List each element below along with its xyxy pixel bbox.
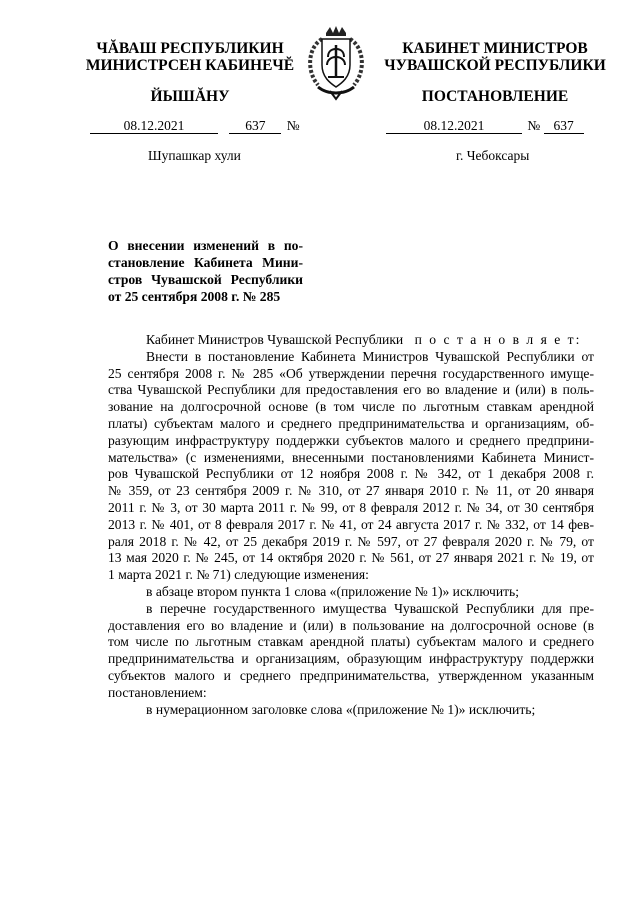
right-header-line1: КАБИНЕТ МИНИСТРОВ [402,40,588,57]
decree-subject: Кабинет Министров Чувашской Республики [146,332,404,347]
left-header-line1: ЧĂВАШ РЕСПУБЛИКИН [96,40,284,57]
body-line: в абзаце втором пункта 1 слова «(приложение № 1)» исключить; [146,583,520,599]
body-line: раля 2018 г. № 42, от 25 декабря 2019 г. № 597, от 27 февраля 2020 г. № 79, от [108,533,594,549]
body-line: 2011 г. № 3, от 30 марта 2011 г. № 99, от 8 февраля 2012 г. № 34, от 30 сентября [108,499,594,515]
body-line: 25 сентября 2008 г. № 285 «Об утверждении перечня государственного имуще- [108,365,594,381]
body-line: субъектов малого и среднего предпринимательства, утвержденном указанным [108,667,594,683]
document-title [108,237,303,305]
body-line: 1 марта 2021 г. № 71) следующие изменения: [108,567,369,583]
title-line: от 25 сентября 2008 г. № 285 [108,289,281,304]
body-line: 13 мая 2020 г. № 245, от 14 октября 2020 г. № 561, от 27 января 2021 г. № 19, от [108,550,594,566]
body-line: том числе по льготным ставкам арендной платы) субъектам малого и среднего [108,634,594,650]
document-body [108,332,594,718]
body-line: доставления его во владение и (или) в пользование на долгосрочной основе (в [108,617,594,633]
body-line: в нумерационном заголовке слова «(приложение № 1)» исключить; [146,701,536,717]
body-line: ства Чувашской Республики для предоставления его во владение и (или) в поль- [108,382,594,398]
body-line: предпринимательства и организациям, образующим инфраструктуру поддержки [108,651,594,667]
body-line: платы) субъектам малого и среднего предпринимательства и организациям, об- [108,415,594,431]
left-doc-type: ЙЫШĂНУ [150,88,230,105]
left-city: Шупашкар хули [148,148,241,163]
body-line: зование на долгосрочной основе (в том числе по льготным ставкам арендной [108,399,594,415]
left-header [80,40,300,74]
left-number: 637 [229,118,281,134]
body-line: № 359, от 23 сентября 2009 г. № 310, от 27 января 2010 г. № 11, от 20 января [108,483,594,499]
title-line: О внесении изменений в по- [108,238,303,253]
body-line: мательства» (с изменениями, внесенными постановлениями Кабинета Минист- [108,449,594,465]
coat-of-arms-emblem-icon [300,25,372,101]
body-line: разующим инфраструктуру поддержки субъектов малого и среднего предприни- [108,432,594,448]
right-header [375,40,615,74]
body-line: постановлением: [108,684,207,700]
title-line: стров Чувашской Республики [108,272,303,287]
right-doc-type: ПОСТАНОВЛЕНИЕ [421,88,569,105]
right-number-line [386,118,584,134]
body-line: ров Чувашской Республики от 12 ноября 2008 г. № 342, от 1 декабря 2008 г. [108,466,594,482]
body-line: Внести в постановление Кабинета Министров Чувашской Республики от [146,348,594,364]
decree-verb: п о с т а н о в л я е т: [414,332,582,347]
right-number: 637 [544,118,584,134]
left-date: 08.12.2021 [90,118,218,134]
right-header-line2: ЧУВАШСКОЙ РЕСПУБЛИКИ [384,57,606,74]
left-number-line [90,118,300,134]
decree-line [108,332,594,349]
left-no-sign: № [286,118,300,133]
title-line: становление Кабинета Мини- [108,255,303,270]
left-header-line2: МИНИСТРСЕН КАБИНЕЧĔ [85,57,295,74]
right-no-sign: № [527,118,541,133]
body-line: в перечне государственного имущества Чувашской Республики для пре- [146,600,594,616]
body-line: 2013 г. № 401, от 8 февраля 2017 г. № 41, от 24 августа 2017 г. № 332, от 14 фев- [108,516,594,532]
right-city: г. Чебоксары [456,148,530,163]
right-date: 08.12.2021 [386,118,522,134]
